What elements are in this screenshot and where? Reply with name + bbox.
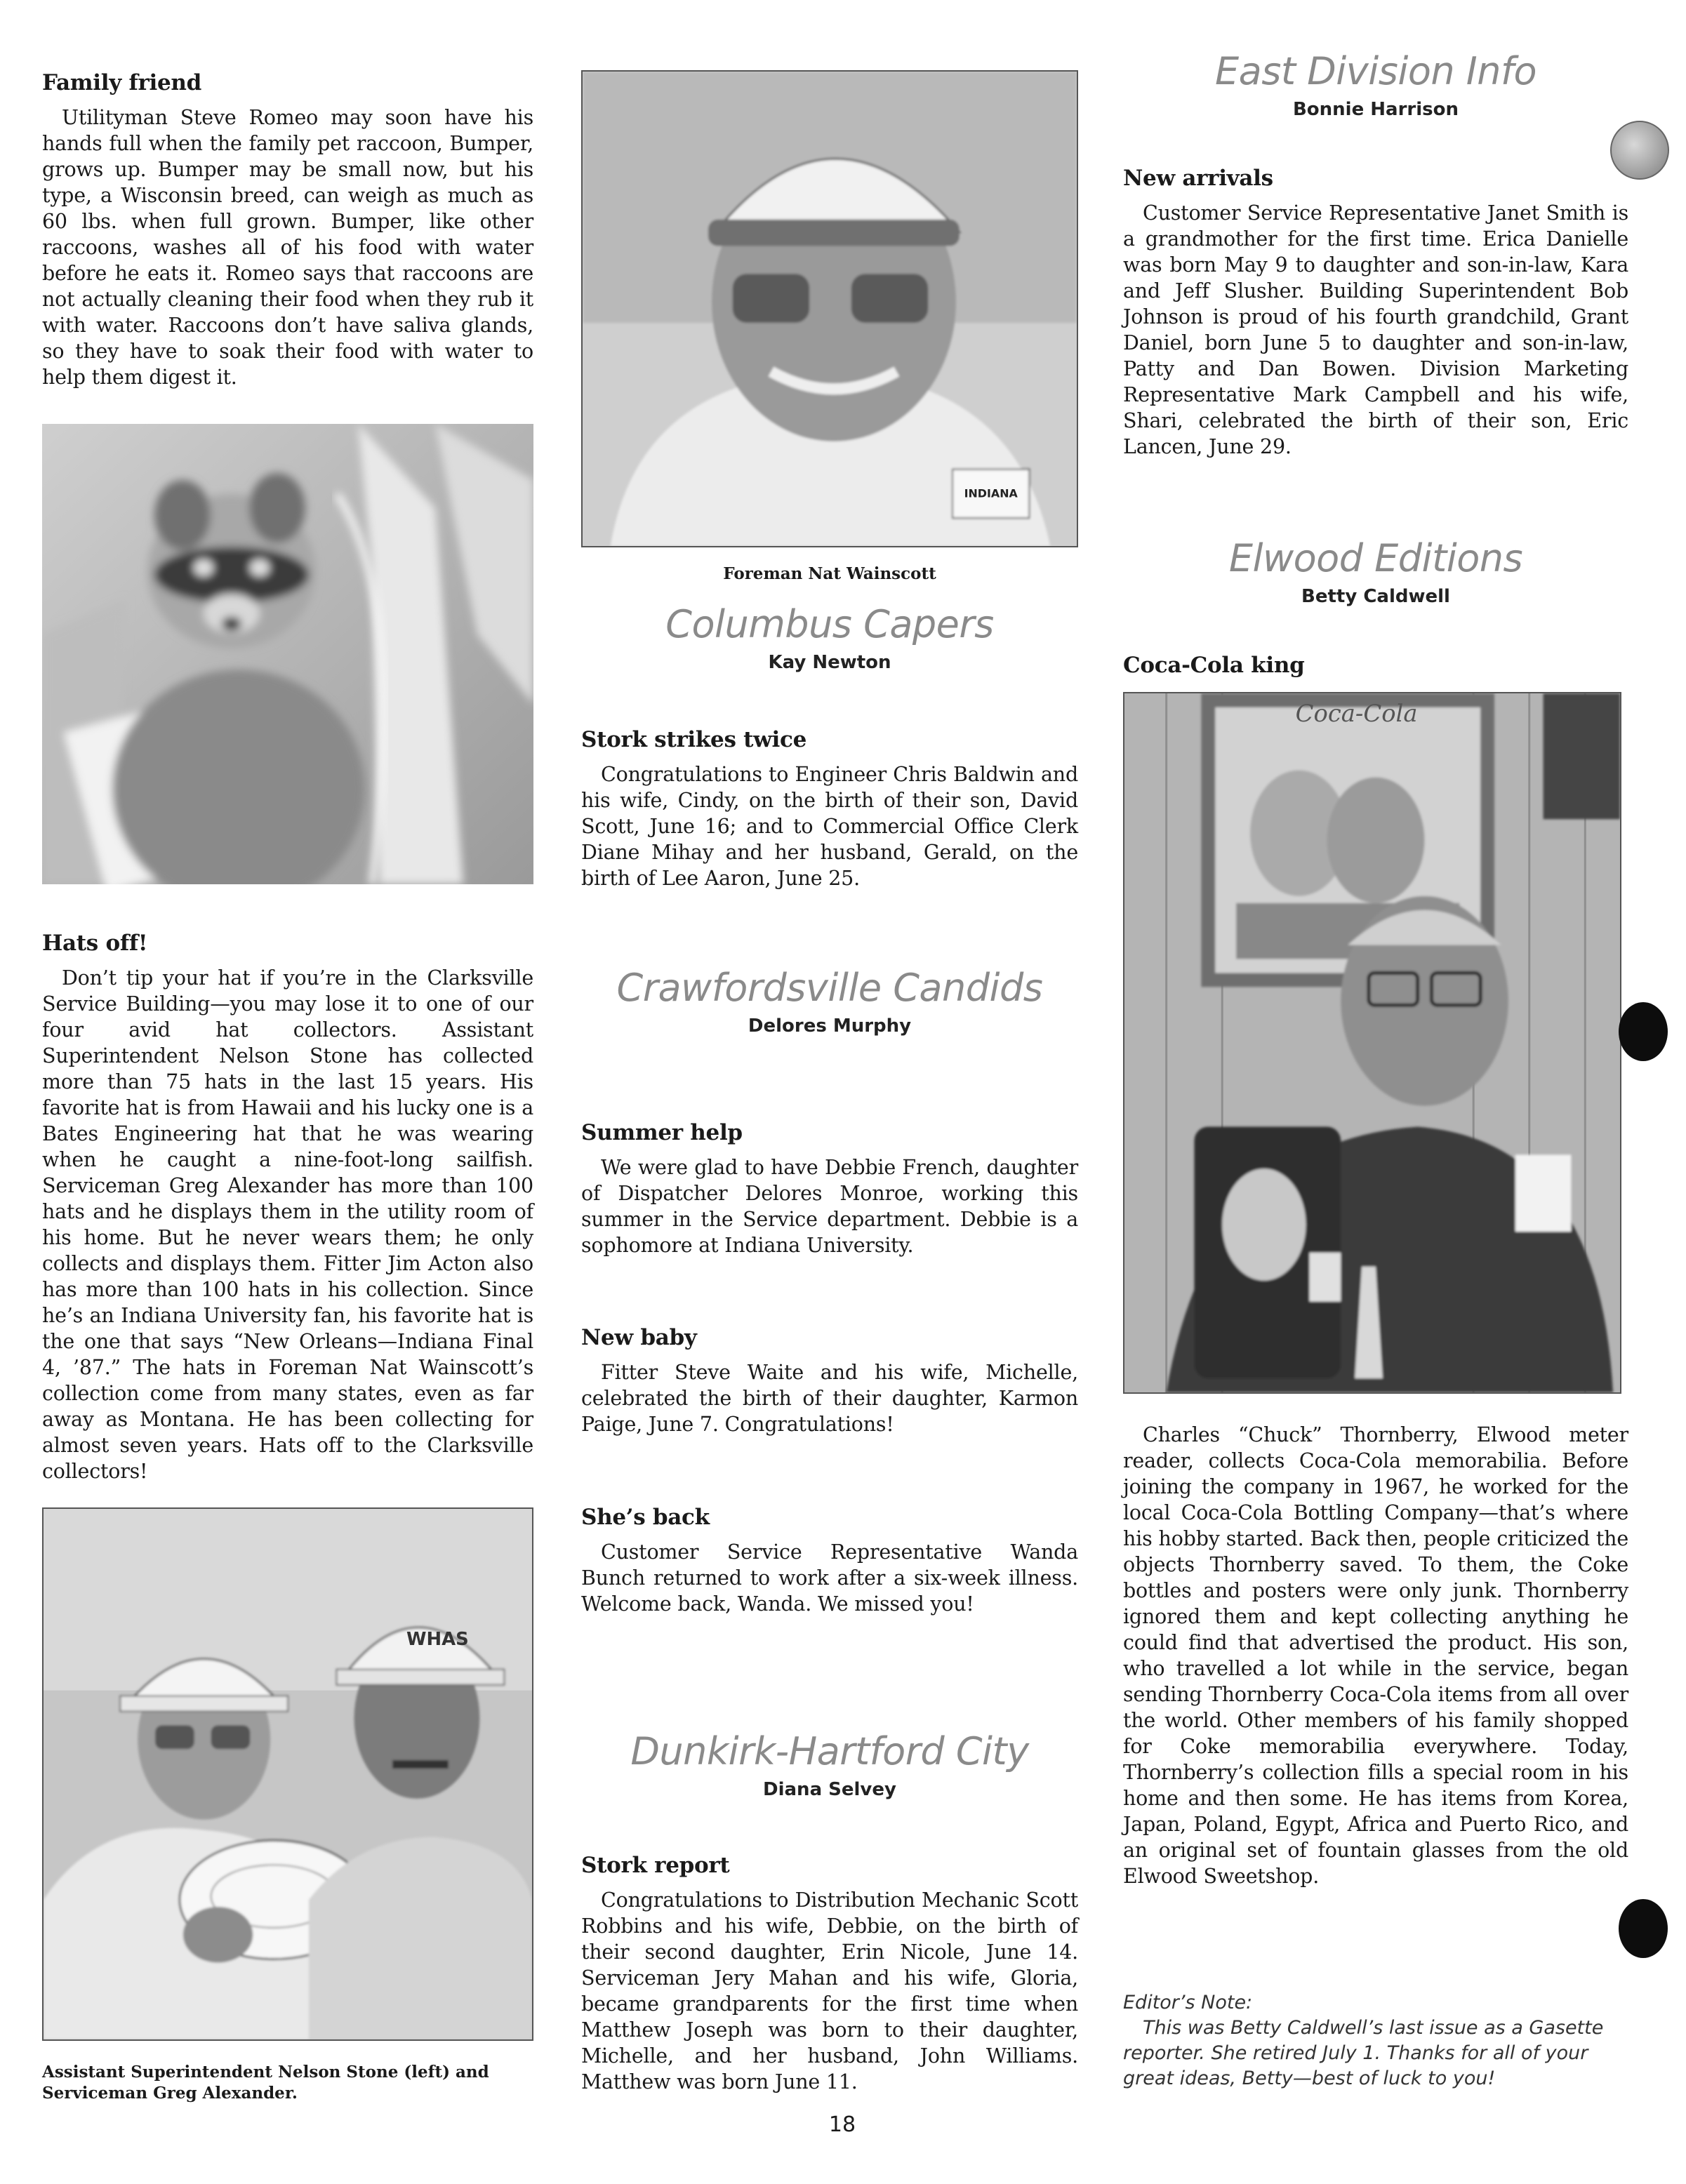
editor-note <box>1123 1990 1628 2091</box>
stork-strikes-body: Congratulations to Engineer Chris Baldwin and his wife, Cindy, on the birth of their son, David Scott, June 16; and to Commercial Office Clerk Diane Mihay and her husband, Gerald, on the birth of Lee Aaron, June 25. <box>581 763 1078 891</box>
foreman-image <box>583 72 1077 546</box>
raccoon-photo <box>42 424 533 884</box>
east-division-section <box>1123 51 1628 120</box>
summer-help-body: We were glad to have Debbie French, daughter of Dispatcher Delores Monroe, working this summer in the Service department. Debbie is a sophomore at Indiana University. <box>581 1156 1078 1258</box>
thornberry-image <box>1124 693 1620 1392</box>
page-number: 18 <box>828 2112 856 2137</box>
coca-cola-article <box>1123 1422 1628 1889</box>
binder-hole-bottom <box>1619 1899 1668 1958</box>
dunkirk-title: Dunkirk-Hartford City <box>630 1729 1029 1773</box>
elwood-byline: Betty Caldwell <box>1301 586 1450 608</box>
hat-collectors-image <box>44 1509 532 2039</box>
east-division-byline: Bonnie Harrison <box>1292 99 1459 121</box>
new-arrivals-heading: New arrivals <box>1123 166 1273 191</box>
shes-back-heading: She’s back <box>581 1505 710 1530</box>
raccoon-image <box>42 424 533 884</box>
columbus-byline: Kay Newton <box>768 652 891 674</box>
shes-back-article <box>581 1505 1078 1617</box>
elwood-section <box>1123 538 1628 607</box>
hat-collectors-caption: Assistant Superintendent Nelson Stone (left) and Serviceman Greg Alexander. <box>42 2063 489 2103</box>
east-division-title: East Division Info <box>1215 49 1536 93</box>
middle-column <box>581 0 1078 2184</box>
columbus-title: Columbus Capers <box>665 602 994 646</box>
coca-cola-body: Charles “Chuck” Thornberry, Elwood meter reader, collects Coca-Cola memorabilia. Before joining the company in 1967, he worked for the local Coca-Cola Bottling Company—that’s where his hobby started. Back then, people criticized the objects Thornberry saved. To them, the Coke bottles and posters were only junk. Thornberry ignored them and kept collecting anything he could find that advertised the product. His son, who travelled a lot while in the service, began sending Thornberry Coca-Cola items from all over the world. Other members of his family shopped for Coke memorabilia everywhere. Today, Thornberry’s collection fills a special room in his home and then some. He has items from Korea, Japan, Poland, Egypt, Africa and Puerto Rico, and an original set of fountain glasses from the old Elwood Sweetshop. <box>1123 1423 1628 1888</box>
right-column <box>1123 0 1628 2184</box>
hat-collectors-photo <box>42 1507 533 2041</box>
family-friend-article <box>42 70 533 390</box>
foreman-photo <box>581 70 1078 547</box>
new-baby-heading: New baby <box>581 1325 697 1350</box>
editor-note-label: Editor’s Note: <box>1123 1992 1253 2013</box>
stork-report-article <box>581 1853 1078 2095</box>
crawfordsville-title: Crawfordsville Candids <box>616 966 1043 1010</box>
foreman-caption: Foreman Nat Wainscott <box>723 564 936 583</box>
hat-brand-text: WHAS <box>406 1628 469 1650</box>
new-baby-body: Fitter Steve Waite and his wife, Michelle, celebrated the birth of their daughter, Karmon Paige, June 7. Congratulations! <box>581 1361 1078 1437</box>
cap-patch-text: INDIANA <box>964 486 1018 500</box>
shes-back-body: Customer Service Representative Wanda Bunch returned to work after a six-week illness. Welcome back, Wanda. We missed you! <box>581 1540 1078 1616</box>
crawfordsville-byline: Delores Murphy <box>748 1016 912 1037</box>
dunkirk-section <box>581 1731 1078 1800</box>
summer-help-heading: Summer help <box>581 1120 743 1145</box>
coca-cola-heading: Coca-Cola king <box>1123 653 1305 678</box>
new-baby-article <box>581 1325 1078 1437</box>
stork-report-body: Congratulations to Distribution Mechanic Scott Robbins and his wife, Debbie, on the birth of their second daughter, Erin Nicole, June 14. Serviceman Jery Mahan and his wife, Gloria, became grandparents for the first time when Matthew Joseph was born to their daughter, Michelle, and her husband, John Williams. Matthew was born June 11. <box>581 1889 1078 2094</box>
summer-help-article <box>581 1120 1078 1258</box>
binder-hole-top <box>1610 121 1669 180</box>
family-friend-body: Utilityman Steve Romeo may soon have his hands full when the family pet raccoon, Bumper, grows up. Bumper may be small now, but his type, a Wisconsin breed, can weigh as much as 60 lbs. when full grown. Bumper, like other raccoons, washes all of his food with water before he eats it. Romeo says that raccoons are not actually cleaning their food when they rub it with water. Raccoons don’t have saliva glands, so they have to soak their food with water to help them digest it. <box>42 106 533 389</box>
binder-hole-middle <box>1619 1002 1668 1061</box>
left-column <box>42 0 533 2184</box>
stork-report-heading: Stork report <box>581 1853 730 1878</box>
stork-strikes-heading: Stork strikes twice <box>581 727 807 752</box>
hats-off-heading: Hats off! <box>42 931 148 956</box>
hats-off-body: Don’t tip your hat if you’re in the Clarksville Service Building—you may lose it to one of our four avid hat collectors. Assistant Superintendent Nelson Stone has collected more than 75 hats in the last 15 years. His favorite hat is from Hawaii and his lucky one is a Bates Engineering hat that he was wearing when he caught a nine-foot-long sailfish. Serviceman Greg Alexander has more than 100 hats and he displays them in the utility room of his home. But he never wears them; he only collects and displays them. Fitter Jim Acton also has more than 100 hats in his collection. Since he’s an Indiana University fan, his favorite hat is the one that says “New Orleans—Indiana Final 4, ’87.” The hats in Foreman Nat Wainscott’s collection come from many states, even as far away as Montana. He has been collecting for almost seven years. Hats off to the Clarksville collectors! <box>42 966 533 1484</box>
hats-off-article <box>42 931 533 1484</box>
new-arrivals-article <box>1123 166 1628 460</box>
new-arrivals-body: Customer Service Representative Janet Smith is a grandmother for the first time. Erica Danielle was born May 9 to daughter and son-in-law, Kara and Jeff Slusher. Building Superintendent Bob Johnson is proud of his fourth grandchild, Grant Daniel, born June 5 to daughter and son-in-law, Patty and Dan Bowen. Division Marketing Representative Mark Campbell and his wife, Shari, celebrated the birth of their son, Eric Lancen, June 29. <box>1123 201 1628 459</box>
crawfordsville-section <box>581 967 1078 1037</box>
coca-cola-heading-block <box>1123 653 1628 687</box>
dunkirk-byline: Diana Selvey <box>763 1779 896 1801</box>
stork-strikes-article <box>581 727 1078 891</box>
thornberry-photo <box>1123 692 1621 1394</box>
family-friend-heading: Family friend <box>42 70 202 95</box>
columbus-section <box>581 604 1078 673</box>
editor-note-body: This was Betty Caldwell’s last issue as a Gasette reporter. She retired July 1. Thanks for all of your great ideas, Betty—best of luck to you! <box>1123 2017 1604 2089</box>
coke-sign-text: Coca-Cola <box>1295 699 1418 727</box>
elwood-title: Elwood Editions <box>1228 536 1523 580</box>
